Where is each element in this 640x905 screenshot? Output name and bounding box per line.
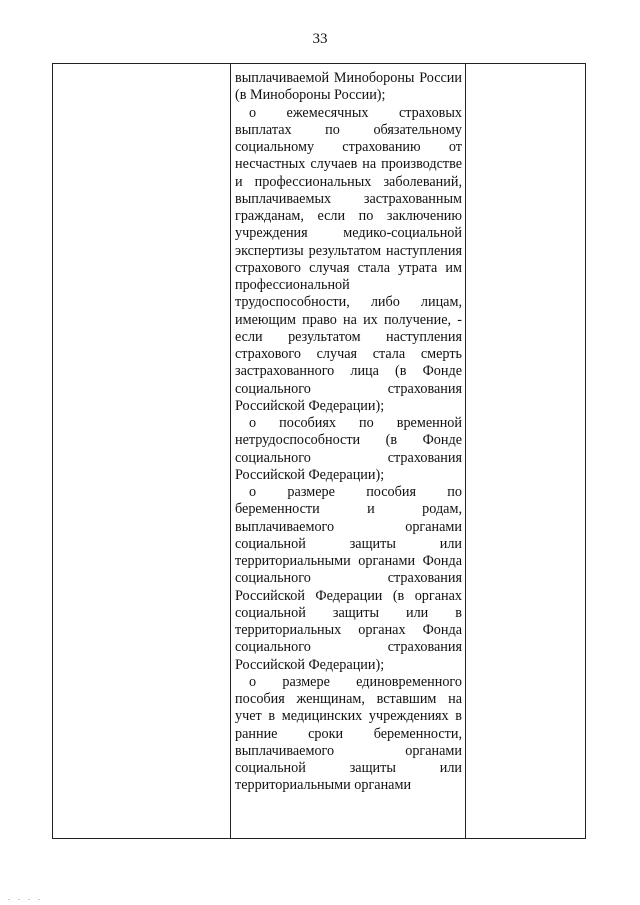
table-cell-middle xyxy=(231,64,466,839)
scan-artifact-marks: . . . . xyxy=(8,893,43,902)
table-row xyxy=(53,64,586,839)
paragraph-insurance-payments: о ежемесячных страховых выплатах по обязательному социальному страхованию от несчастных случаев на производстве и профессиональных заболеваний, выплачиваемых застрахованным гражданам, если по заключению учреждения медико-социальной экспертизы результатом наступления страхового случая стала утрата им профессиональной трудоспособности, либо лицам, имеющим право на их получение, - если результатом наступления страхового случая стала смерть застрахованного лица (в Фонде социального страхования Российской Федерации); xyxy=(235,104,462,414)
paragraph-disability-benefits: о пособиях по временной нетрудоспособности (в Фонде социального страхования Российской Федерации); xyxy=(235,415,462,483)
paragraph-continuation: выплачиваемой Минобороны России (в Минобороны России); xyxy=(235,70,462,104)
table-cell-left xyxy=(53,64,231,839)
paragraph-lump-sum-benefit: о размере единовременного пособия женщинам, вставшим на учет в медицинских учреждениях в ранние сроки беременности, выплачиваемого органами социальной защиты или территориальными органами xyxy=(235,673,462,794)
document-table xyxy=(52,63,586,839)
cell-text-block xyxy=(231,64,465,795)
paragraph-maternity-benefit: о размере пособия по беременности и родам, выплачиваемого органами социальной защиты или территориальными органами Фонда социального страхования Российской Федерации (в органах социальной защиты или в территориальных органах Фонда социального страхования Российской Федерации); xyxy=(235,484,462,673)
table-cell-right xyxy=(466,64,586,839)
page-number: 33 xyxy=(312,31,328,47)
